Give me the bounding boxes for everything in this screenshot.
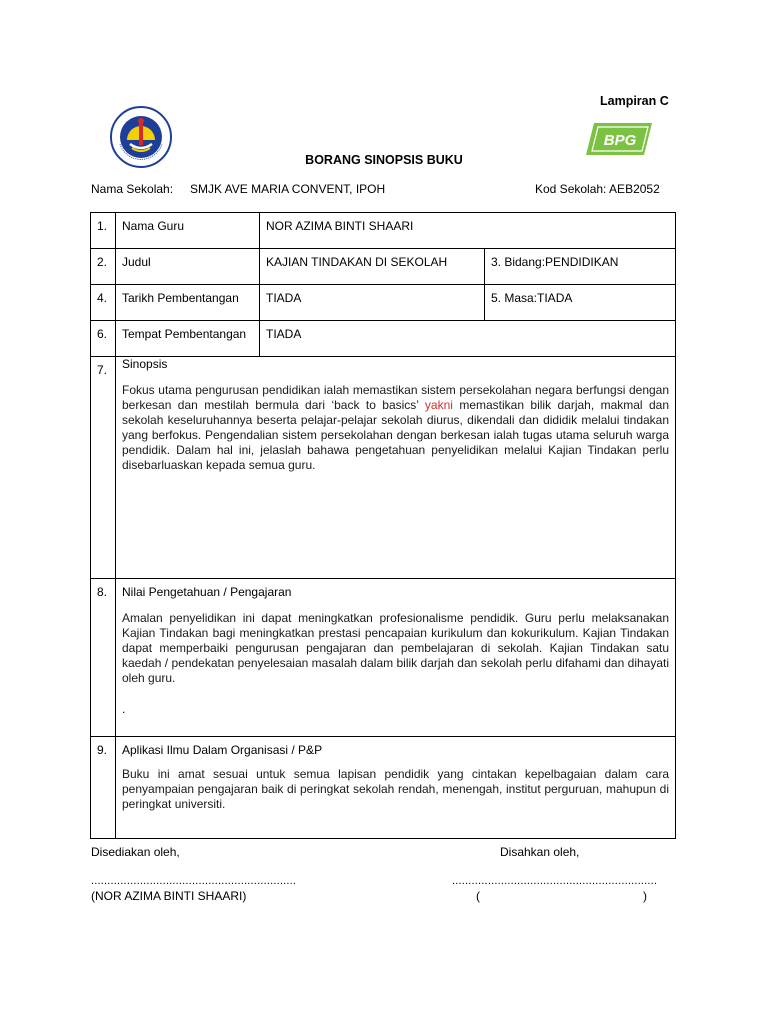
synopsis-text: Fokus utama pengurusan pendidikan ialah memastikan sistem persekolahan negara berfungsi dengan berkesan dan mestilah bermula dari ‘back to basics’ yakni memastikan bilik darjah, makmal dan sekolah keseluruhannya beserta pelajar-pelajar sekolah diurus, dikendali dan dididik melalui tindakan yang berfokus. Pengendalian sistem persekolahan dengan berkesan ialah tugas utama seluruh warga pendidik. Dalam hal ini, jelaslah bahawa pengetahuan penyelidikan melalui Kajian Tindakan perlu disebarluaskan kepada semua guru. [122,383,670,472]
table-row [91,737,676,839]
school-code: Kod Sekolah: AEB2052 [535,182,660,196]
table-row [91,357,676,579]
signature-line-right: ............................................................... [452,875,658,887]
synopsis-section [116,357,676,579]
row-number: 8. [91,579,116,737]
highlighted-word: yakni [424,398,453,412]
form-title: BORANG SINOPSIS BUKU [305,153,463,167]
row-label: Nilai Pengetahuan / Pengajaran [122,585,292,599]
row-number: 4. [91,285,116,321]
application-section [116,737,676,839]
row-label: Nama Guru [116,213,260,249]
table-row [91,249,676,285]
school-name-label: Nama Sekolah: [91,182,174,196]
presentation-place-value: TIADA [260,321,676,357]
table-row [91,285,676,321]
value-text: Amalan penyelidikan ini dapat meningkatkan profesionalisme pendidik. Guru perlu melaksanakan Kajian Tindakan bagi meningkatkan prestasi pencapaian kurikulum dan kokurikulum. Kajian Tindakan dapat memperbaiki pengurusan pengajaran dan pembelajaran di sekolah. Kajian Tindakan satu kaedah / pendekatan penyelesaian masalah dalam bilik darjah dan sekolah perlu difahami dan dihayati oleh guru. [122,611,670,685]
row-number: 1. [91,213,116,249]
approver-name-close: ) [643,889,647,903]
title-value: KAJIAN TINDAKAN DI SEKOLAH [260,249,485,285]
value-section [116,579,676,737]
trailing-dot: . [122,702,126,716]
table-row [91,213,676,249]
row-label: Aplikasi Ilmu Dalam Organisasi / P&P [122,743,323,757]
preparer-name: (NOR AZIMA BINTI SHAARI) [91,889,247,903]
bpg-logo [584,121,654,157]
approved-by-label: Disahkan oleh, [500,845,580,859]
signature-line-left: ............................................................... [91,875,297,887]
lampiran-label: Lampiran C [600,94,669,108]
application-text: Buku ini amat sesuai untuk semua lapisan pendidik yang cintakan kepelbagaian dalam cara penyampaian pengajaran baik di peringkat sekolah rendah, menengah, institut perguruan, mahupun di peringkat universiti. [122,767,670,811]
prepared-by-label: Disediakan oleh, [91,845,180,859]
table-row [91,579,676,737]
row-number: 9. [91,737,116,839]
teacher-name-value: NOR AZIMA BINTI SHAARI [260,213,676,249]
bpg-logo-text: BPG [603,132,637,149]
field-value: 3. Bidang:PENDIDIKAN [485,249,676,285]
table-row [91,321,676,357]
row-label: Sinopsis [122,357,168,371]
row-label: Tarikh Pembentangan [116,285,260,321]
presentation-date-value: TIADA [260,285,485,321]
row-number: 6. [91,321,116,357]
synopsis-form-table [90,212,676,839]
row-number: 2. [91,249,116,285]
row-number: 7. [91,357,116,579]
time-value: 5. Masa:TIADA [485,285,676,321]
approver-name-open: ( [476,889,480,903]
school-name-value: SMJK AVE MARIA CONVENT, IPOH [190,182,386,196]
row-label: Tempat Pembentangan [116,321,260,357]
row-label: Judul [116,249,260,285]
